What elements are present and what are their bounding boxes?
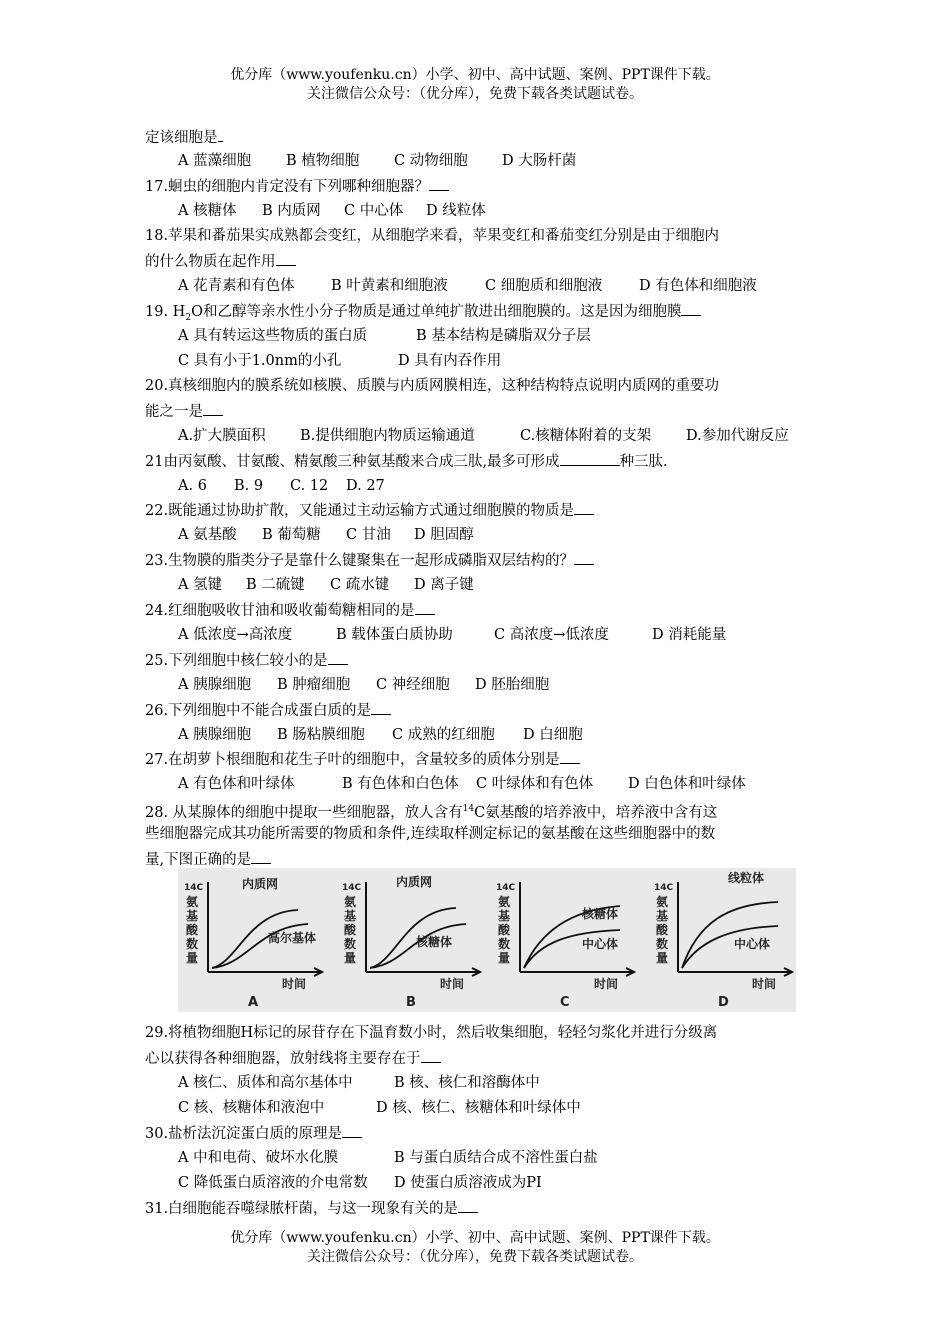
- q29-option-c: C 核、核糖体和液泡中: [178, 1100, 325, 1116]
- q27-stem: 27.在胡萝卜根细胞和花生子叶的细胞中，含量较多的质体分别是: [145, 749, 580, 770]
- q27-options: [178, 774, 746, 794]
- panel-b-curve-1-label: 内质网: [396, 875, 433, 889]
- q21-options: [178, 476, 385, 496]
- panel-c-letter: C: [560, 995, 570, 1010]
- panel-d-curve-1-label: 线粒体: [728, 871, 765, 885]
- q20-options: [178, 426, 789, 446]
- q21-option-d: D. 27: [346, 478, 385, 494]
- q22-option-c: C 甘油: [346, 527, 391, 543]
- page-header-line2: 关注微信公众号：（优分库），免费下载各类试题试卷。: [307, 86, 643, 102]
- q18-options: [178, 276, 757, 296]
- q29-stem-line1: 29.将植物细胞H标记的尿苷存在下温育数小时，然后收集细胞，轻轻匀浆化并进行分级离: [145, 1025, 718, 1041]
- q19-options-row2: [178, 351, 501, 371]
- panel-d-y-char: 数: [656, 937, 669, 951]
- panel-d-y-char: 基: [656, 909, 669, 923]
- q24-stem: 24.红细胞吸收甘油和吸收葡萄糖相同的是: [145, 600, 435, 621]
- panel-c-y-char: 酸: [498, 923, 511, 937]
- q16-option-d: D 大肠杆菌: [502, 153, 577, 169]
- q25-option-a: A 胰腺细胞: [178, 677, 252, 693]
- q18-option-c: C 细胞质和细胞液: [485, 278, 603, 294]
- panel-b-y-char: 数: [344, 937, 357, 951]
- q30-option-c: C 降低蛋白质溶液的介电常数: [178, 1175, 368, 1191]
- page-footer-line2: 关注微信公众号：（优分库），免费下载各类试题试卷。: [307, 1249, 643, 1265]
- q24-option-b: B 载体蛋白质协助: [336, 627, 453, 643]
- q20-option-a: A.扩大膜面积: [178, 428, 266, 444]
- panel-d-curve-1: [682, 902, 778, 968]
- panel-c-x-label: 时间: [594, 977, 619, 991]
- q20-option-c: C.核糖体附着的支架: [520, 428, 652, 444]
- panel-a-x-label: 时间: [282, 977, 307, 991]
- q17-stem: 17.蛔虫的细胞内肯定没有下列哪种细胞器？: [145, 176, 449, 197]
- panel-d-y-char: 量: [656, 951, 669, 965]
- q26-option-b: B 肠粘膜细胞: [277, 727, 365, 743]
- q22-option-a: A 氨基酸: [178, 527, 237, 543]
- q26-stem: 26.下列细胞中不能合成蛋白质的是: [145, 700, 391, 721]
- q21-option-c: C. 12: [290, 478, 329, 494]
- q29-option-d: D 核、核仁、核糖体和叶绿体中: [376, 1100, 581, 1116]
- q20-option-d: D.参加代谢反应: [686, 428, 789, 444]
- panel-b-y-char: 氨: [344, 895, 357, 909]
- panel-a-y-unit: 14C: [184, 883, 204, 893]
- panel-c-y-char: 数: [498, 937, 511, 951]
- q23-option-b: B 二硫键: [246, 577, 305, 593]
- panel-a-curve-2-label: 高尔基体: [268, 931, 317, 945]
- q30-option-a: A 中和电荷、破坏水化膜: [178, 1150, 339, 1166]
- q29-option-a: A 核仁、质体和高尔基体中: [178, 1075, 353, 1091]
- q18-option-b: B 叶黄素和细胞液: [331, 278, 448, 294]
- q26-option-a: A 胰腺细胞: [178, 727, 252, 743]
- panel-d-letter: D: [718, 995, 729, 1010]
- q20-stem-line1: 20.真核细胞内的膜系统如核膜、质膜与内质网膜相连，这种结构特点说明内质网的重要功: [145, 378, 720, 394]
- q28-figure-svg: [178, 868, 796, 1012]
- q23-option-c: C 疏水键: [330, 577, 390, 593]
- q27-option-d: D 白色体和叶绿体: [628, 776, 746, 792]
- q26-option-c: C 成熟的红细胞: [392, 727, 495, 743]
- q30-options-row1: [178, 1148, 598, 1168]
- q16-options: [178, 151, 576, 171]
- panel-b-y-char: 酸: [344, 923, 357, 937]
- q18-stem-line2: 的什么物质在起作用: [145, 251, 296, 272]
- q17-option-d: D 线粒体: [426, 203, 486, 219]
- q22-option-d: D 胆固醇: [414, 527, 474, 543]
- panel-a-y-char: 基: [186, 909, 199, 923]
- q22-stem: 22.既能通过协助扩散，又能通过主动运输方式通过细胞膜的物质是: [145, 500, 594, 521]
- panel-d-y-char: 氨: [656, 895, 669, 909]
- q21-option-a: A. 6: [178, 478, 207, 494]
- q29-stem-line2: 心以获得各种细胞器，放射线将主要存在于: [145, 1048, 441, 1069]
- q22-option-b: B 葡萄糖: [262, 527, 321, 543]
- panel-b-x-label: 时间: [440, 977, 465, 991]
- page-footer-line1: 优分库（www.youfenku.cn）小学、初中、高中试题、案例、PPT课件下载。: [230, 1230, 720, 1246]
- panel-d-y-unit: 14C: [654, 883, 674, 893]
- panel-b-y-char: 基: [344, 909, 357, 923]
- panel-b-y-unit: 14C: [342, 883, 362, 893]
- panel-a-y-char: 酸: [186, 923, 199, 937]
- q28-stem-line1: 28. 从某腺体的细胞中提取一些细胞器，放人含有$^{14}$C氨基酸的培养液中，培养液中含有这: [145, 804, 718, 821]
- q28-figure: [178, 868, 796, 1012]
- q19-option-c: C 具有小于1.0nm的小孔: [178, 353, 342, 369]
- q25-option-c: C 神经细胞: [376, 677, 450, 693]
- q25-options: [178, 675, 549, 695]
- panel-b-y-char: 量: [344, 951, 357, 965]
- panel-a-letter: A: [248, 995, 259, 1010]
- q18-option-a: A 花青素和有色体: [178, 278, 295, 294]
- panel-c-y-char: 基: [498, 909, 511, 923]
- panel-a-y-char: 氨: [186, 895, 199, 909]
- q16-option-a: A 蓝藻细胞: [178, 153, 252, 169]
- q27-option-a: A 有色体和叶绿体: [178, 776, 295, 792]
- q19-option-d: D 具有内吞作用: [398, 353, 502, 369]
- q28-stem-line3: 量,下图正确的是: [145, 849, 271, 870]
- panel-c-y-char: 氨: [498, 895, 511, 909]
- panel-b-curve-2-label: 核糖体: [416, 935, 453, 949]
- q29-options-row1: [178, 1073, 540, 1093]
- panel-b-letter: B: [406, 995, 416, 1010]
- q27-option-b: B 有色体和白色体: [342, 776, 459, 792]
- q25-option-b: B 肿瘤细胞: [277, 677, 351, 693]
- panel-a-curve-1-label: 内质网: [242, 877, 279, 891]
- q19-option-b: B 基本结构是磷脂双分子层: [416, 328, 591, 344]
- panel-d-x-label: 时间: [752, 977, 777, 991]
- q29-option-b: B 核、核仁和溶酶体中: [394, 1075, 540, 1091]
- panel-c-y-unit: 14C: [496, 883, 516, 893]
- q24-option-a: A 低浓度→高浓度: [178, 627, 293, 643]
- panel-a-y-char: 量: [186, 951, 199, 965]
- q16-tail: 定该细胞是: [145, 127, 223, 148]
- q30-options-row2: [178, 1173, 542, 1193]
- q16-option-c: C 动物细胞: [394, 153, 468, 169]
- panel-c-y-char: 量: [498, 951, 511, 965]
- q31-stem: 31.白细胞能吞噬绿脓杆菌，与这一现象有关的是: [145, 1198, 478, 1219]
- q16-option-b: B 植物细胞: [286, 153, 360, 169]
- q17-option-c: C 中心体: [344, 203, 404, 219]
- q30-option-b: B 与蛋白质结合成不溶性蛋白盐: [394, 1150, 598, 1166]
- q21-option-b: B. 9: [234, 478, 264, 494]
- q20-stem-line2: 能之一是: [145, 401, 223, 422]
- q18-option-d: D 有色体和细胞液: [639, 278, 757, 294]
- q24-option-d: D 消耗能量: [652, 627, 727, 643]
- q19-option-a: A 具有转运这些物质的蛋白质: [178, 328, 368, 344]
- panel-d-y-char: 酸: [656, 923, 669, 937]
- q24-option-c: C 高浓度→低浓度: [494, 627, 609, 643]
- q23-option-d: D 离子键: [414, 577, 474, 593]
- q23-option-a: A 氢键: [178, 577, 223, 593]
- q25-option-d: D 胚胎细胞: [475, 677, 550, 693]
- panel-a-y-char: 数: [186, 937, 199, 951]
- q17-option-a: A 核糖体: [178, 203, 237, 219]
- q26-options: [178, 725, 583, 745]
- q17-options: [178, 201, 486, 221]
- q25-stem: 25.下列细胞中核仁较小的是: [145, 650, 348, 671]
- q22-options: [178, 525, 474, 545]
- q23-stem: 23.生物膜的脂类分子是靠什么键聚集在一起形成磷脂双层结构的？: [145, 550, 594, 571]
- q20-option-b: B.提供细胞内物质运输通道: [300, 428, 475, 444]
- q29-options-row2: [178, 1098, 581, 1118]
- panel-c-curve-1-label: 核糖体: [582, 907, 619, 921]
- q19-stem: 19. $H_2O$和乙醇等亲水性小分子物质是通过单纯扩散进出细胞膜的。这是因为细胞膜: [145, 301, 701, 328]
- q30-option-d: D 使蛋白质溶液成为PI: [394, 1175, 542, 1191]
- q19-options-row1: [178, 326, 591, 346]
- q21-stem: 21由丙氨酸、甘氨酸、精氨酸三种氨基酸来合成三肽,最多可形成 种三肽.: [145, 451, 668, 472]
- q28-stem-line2: 些细胞器完成其功能所需要的物质和条件,连续取样测定标记的氨基酸在这些细胞器中的数: [145, 826, 716, 842]
- q23-options: [178, 575, 474, 595]
- panel-c-curve-2-label: 中心体: [582, 937, 619, 951]
- q24-options: [178, 625, 726, 645]
- q30-stem: 30.盐析法沉淀蛋白质的原理是: [145, 1123, 362, 1144]
- page-header-line1: 优分库（www.youfenku.cn）小学、初中、高中试题、案例、PPT课件下载。: [230, 67, 720, 83]
- q26-option-d: D 白细胞: [523, 727, 583, 743]
- q17-option-b: B 内质网: [262, 203, 321, 219]
- panel-d-curve-2-label: 中心体: [734, 937, 771, 951]
- q27-option-c: C 叶绿体和有色体: [476, 776, 594, 792]
- q18-stem-line1: 18.苹果和番茄果实成熟都会变红，从细胞学来看，苹果变红和番茄变红分别是由于细胞内: [145, 228, 720, 244]
